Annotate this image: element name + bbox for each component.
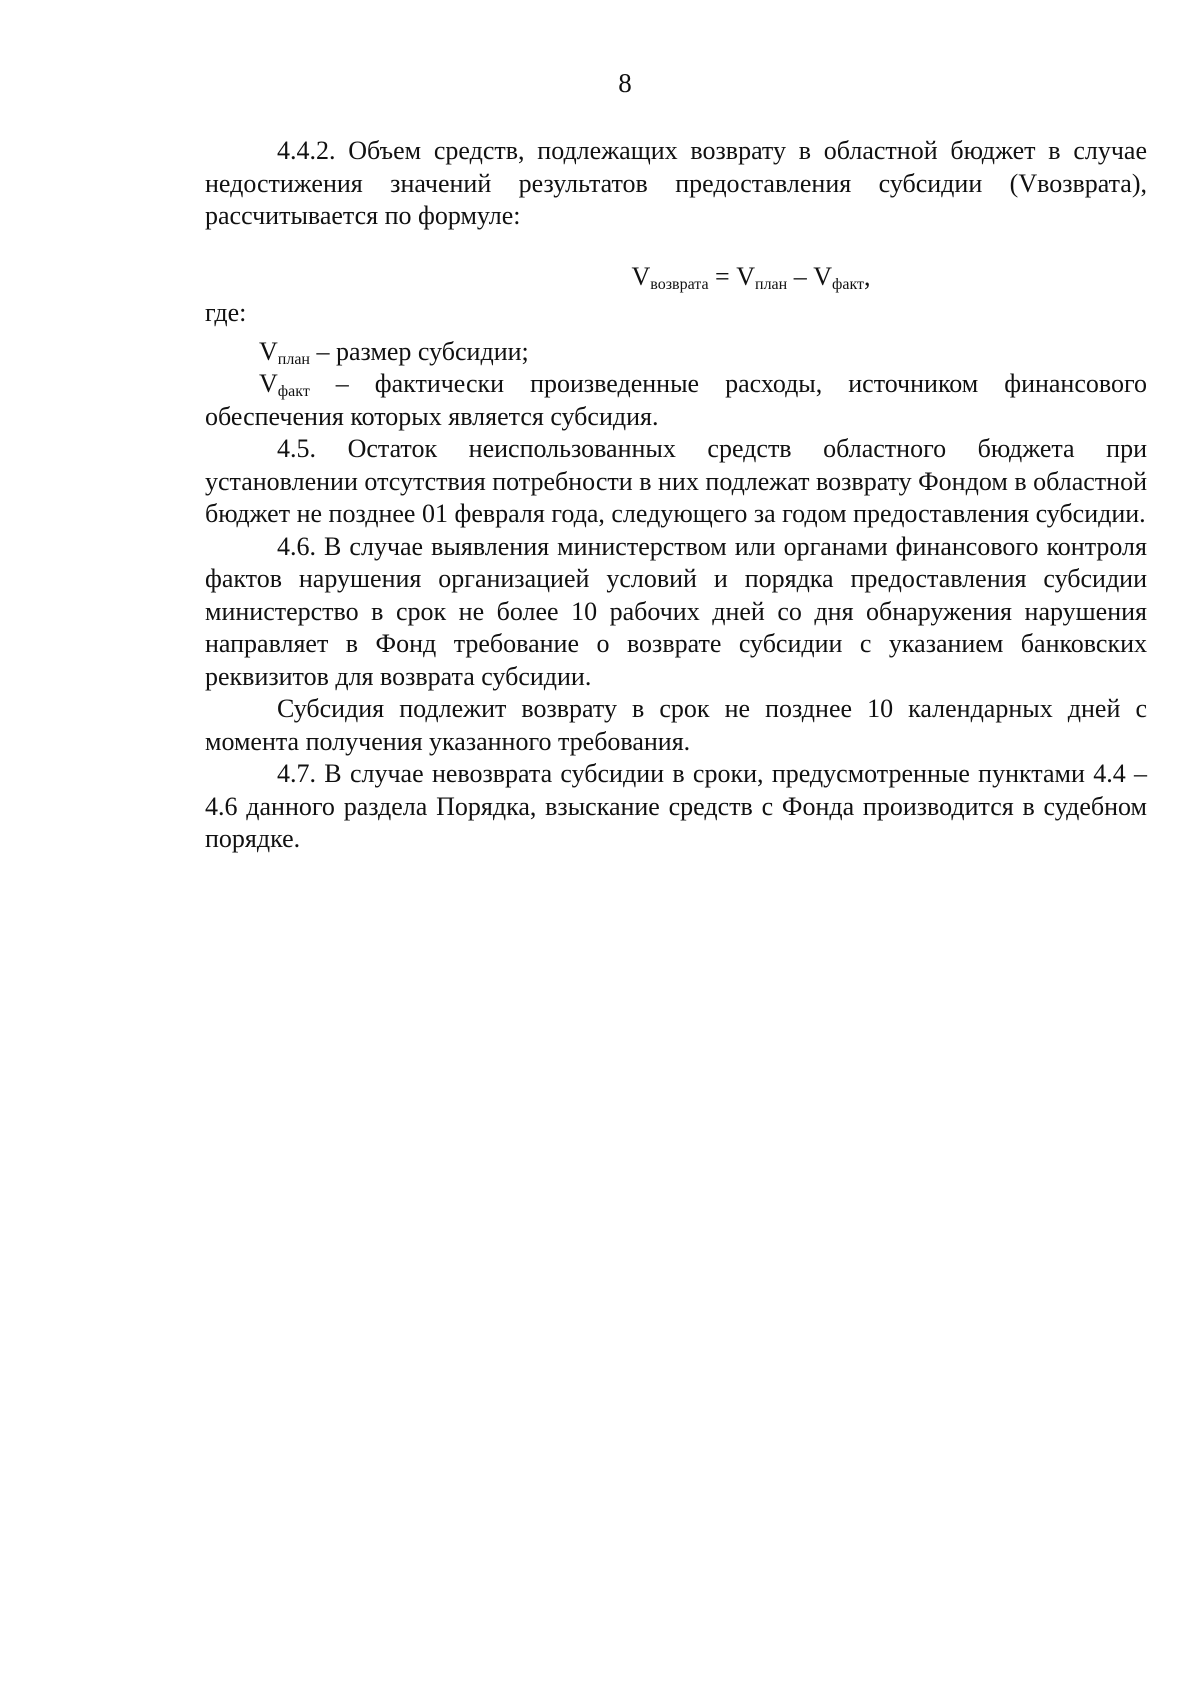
paragraph-4-7: 4.7. В случае невозврата субсидии в сроки, предусмотренные пунктами 4.4 – 4.6 данного раздела Порядка, взыскание средств с Фонда производится в судебном порядке. xyxy=(205,759,1147,853)
formula-v-fact: $V_{факт}$ xyxy=(813,261,865,293)
definition-v-plan: $V_{план}$ – размер субсидии; xyxy=(259,336,529,368)
formula-v-plan: $V_{план}$ xyxy=(736,261,788,293)
page-number: 8 xyxy=(618,68,632,98)
document-body xyxy=(205,135,1147,856)
formula xyxy=(355,261,1147,294)
paragraph-subsidy-return: Субсидия подлежит возврату в срок не позднее 10 календарных дней с момента получения указанного требования. xyxy=(205,694,1147,756)
formula-v-return: $V_{возврата}$ xyxy=(631,261,709,293)
paragraph-4-6: 4.6. В случае выявления министерством или органами финансового контроля фактов нарушения организацией условий и порядка предоставления субсидии министерство в срок не более 10 рабочих дней со дня обнаружения нарушения направляет в Фонд требование о возврате субсидии с указанием банковских реквизитов для возврата субсидии. xyxy=(205,531,1147,691)
paragraph-4-5: 4.5. Остаток неиспользованных средств областного бюджета при установлении отсутствия потребности в них подлежат возврату Фондом в областной бюджет не позднее 01 февраля года, следующего за годом предоставления субсидии. xyxy=(205,434,1147,528)
formula-minus: – xyxy=(787,261,814,291)
definition-v-fact: $V_{факт}$ – фактически произведенные расходы, источником финансового обеспечения которых является субсидия. xyxy=(205,369,1147,431)
paragraph-4-4-2: 4.4.2. Объем средств, подлежащих возврату в областной бюджет в случае недостижения значений результатов предоставления субсидии (Vвозврата), рассчитывается по формуле: xyxy=(205,136,1147,230)
formula-equals: = xyxy=(708,261,737,291)
where-label: где: xyxy=(205,298,247,327)
formula-comma: , xyxy=(864,261,871,291)
